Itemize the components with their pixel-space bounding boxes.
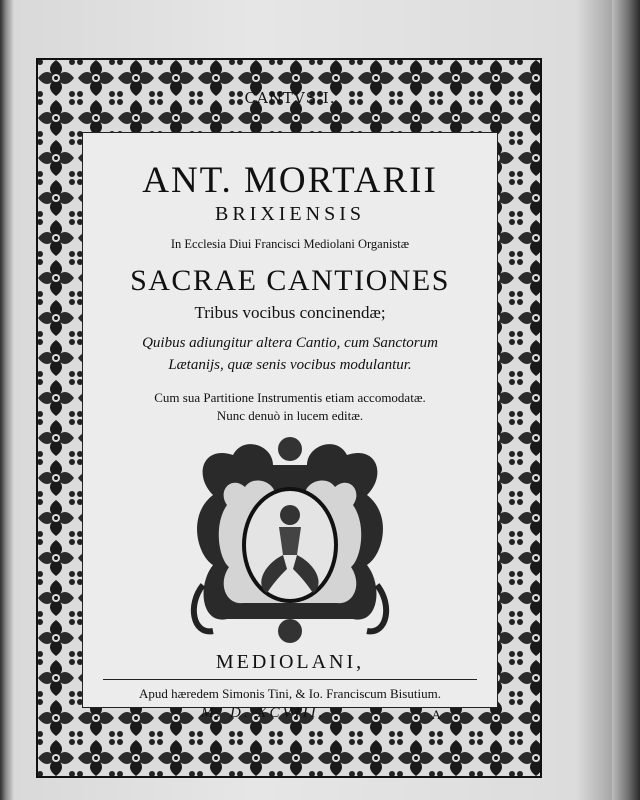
- work-subtitle: Tribus vocibus concinendæ;: [194, 303, 386, 322]
- imprint-rule: [103, 679, 477, 680]
- note-line-1: Cum sua Partitione Instrumentis etiam accomodatæ.: [154, 390, 426, 405]
- voice-part-label: CANTVS I.: [244, 89, 336, 107]
- note-line-2: Nunc denuò in lucem editæ.: [216, 408, 364, 423]
- author-role: In Ecclesia Diui Francisci Mediolani Organistæ: [170, 237, 410, 251]
- work-title: SACRAE CANTIONES: [130, 264, 450, 297]
- cartouche-with-siren-icon: [183, 435, 397, 645]
- description-line-2: Lætanijs, quæ senis vocibus modulantur.: [168, 357, 412, 373]
- imprint-place: MEDIOLANI,: [215, 651, 365, 673]
- imprint-year: M. D. XCVIII.: [201, 705, 326, 721]
- title-panel: [82, 89, 498, 722]
- author-origin: BRIXIENSIS: [214, 203, 365, 225]
- description-line-1: Quibus adiungitur altera Cantio, cum Sanctorum: [142, 335, 438, 351]
- signature-mark: A: [431, 707, 441, 722]
- facing-page-edge: [612, 0, 640, 800]
- author-name: ANT. MORTARII: [142, 160, 438, 201]
- imprint-printer: Apud hæredem Simonis Tini, & Io. Franciscum Bisutium.: [139, 686, 441, 701]
